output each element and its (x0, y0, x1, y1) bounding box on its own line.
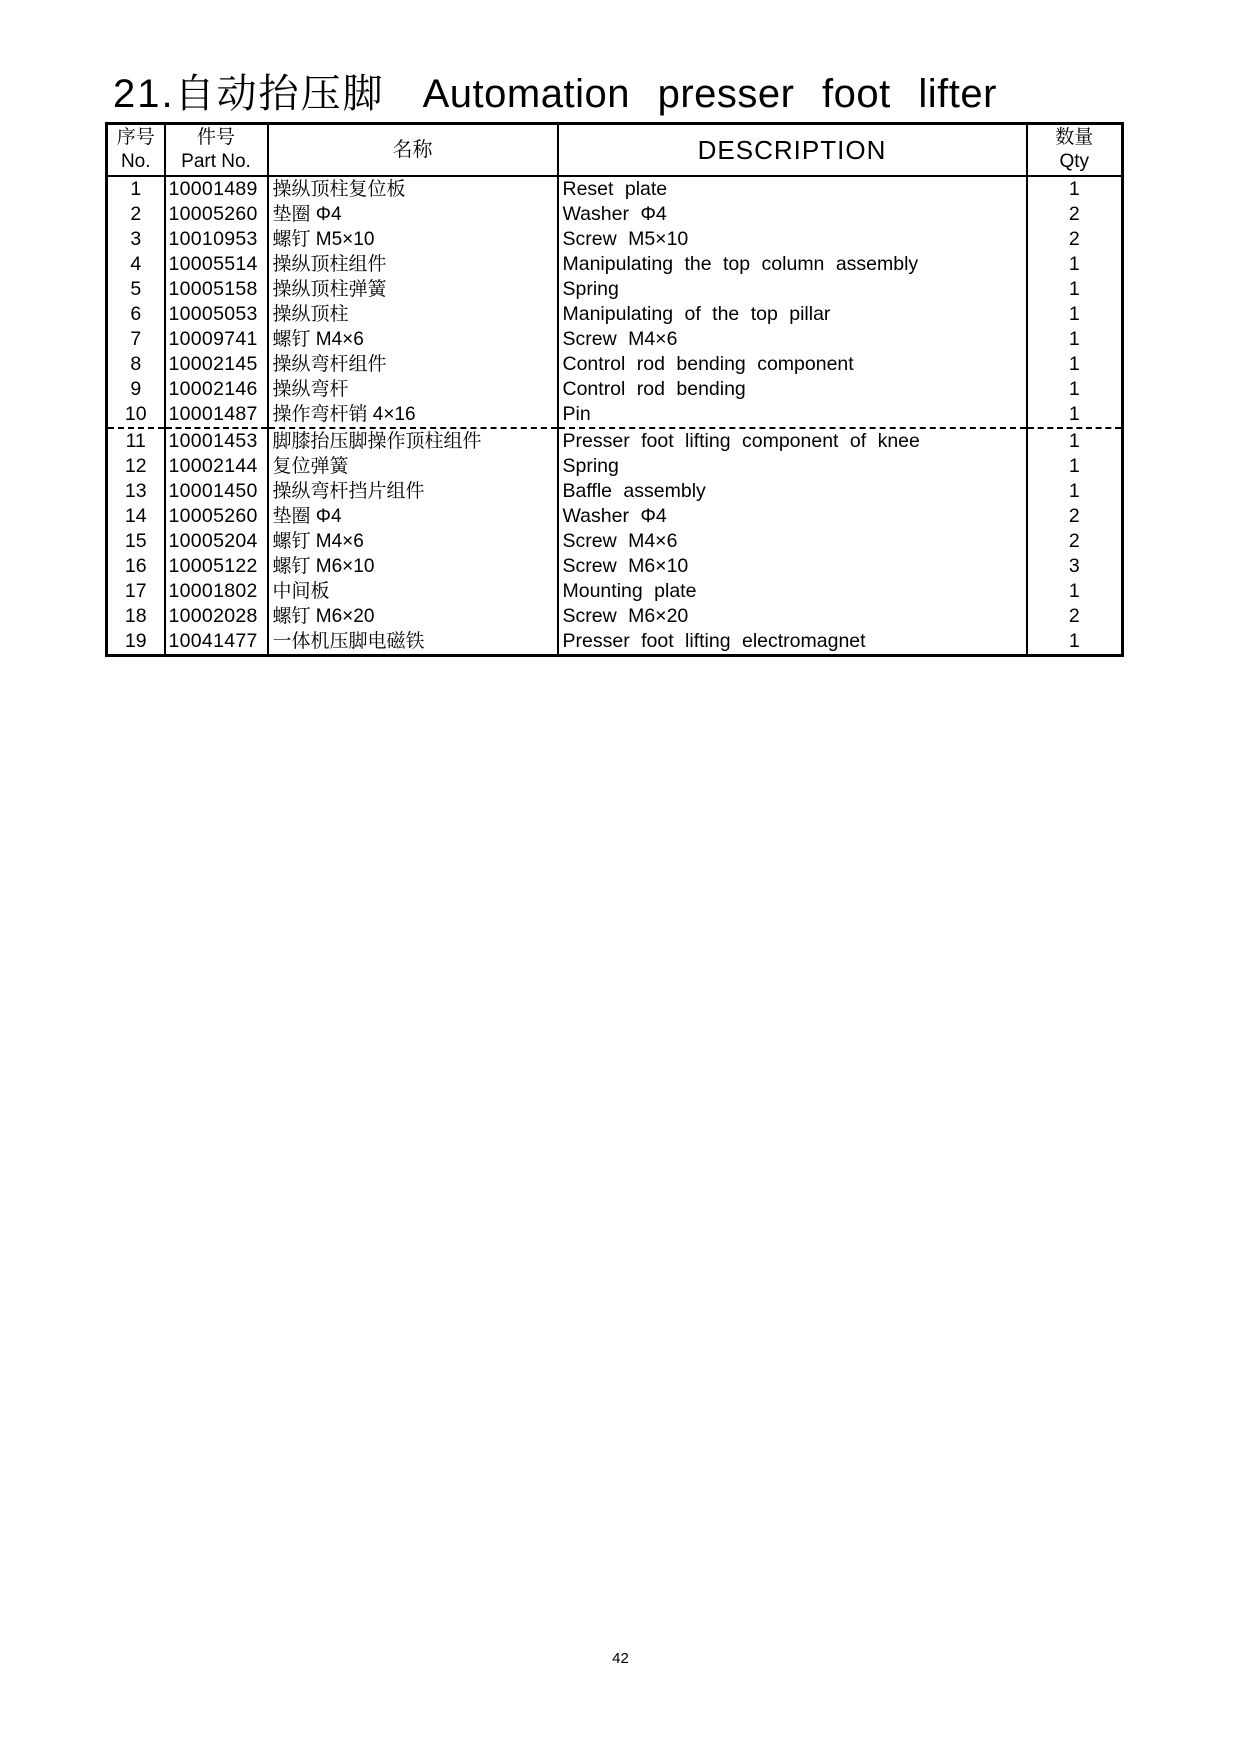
cell-qty: 1 (1027, 327, 1123, 352)
parts-table (105, 122, 1124, 657)
cell-no: 6 (130, 303, 142, 325)
cell-qty: 2 (1027, 604, 1123, 629)
cell-name: 操纵顶柱复位板 (268, 176, 558, 202)
cell-name: 垫圈 Φ4 (268, 202, 558, 227)
cell-no: 15 (124, 530, 147, 552)
cell-qty: 1 (1027, 428, 1123, 454)
cell-name: 操纵顶柱弹簧 (268, 277, 558, 302)
cell-description: Presser foot lifting component of knee (558, 428, 1027, 454)
cell-qty: 1 (1027, 176, 1123, 202)
column-header-part-no (165, 124, 268, 177)
column-header-qty-en: Qty (1059, 151, 1090, 172)
cell-part-no: 10002146 (165, 377, 268, 402)
cell-qty: 1 (1027, 629, 1123, 656)
cell-no: 16 (124, 555, 147, 577)
page-number: 42 (612, 1650, 629, 1667)
cell-part-no: 10005260 (165, 504, 268, 529)
cell-no: 7 (130, 328, 142, 350)
cell-qty: 1 (1027, 402, 1123, 428)
cell-qty: 1 (1027, 377, 1123, 402)
cell-description: Screw M6×20 (558, 604, 1027, 629)
cell-part-no: 10005204 (165, 529, 268, 554)
cell-part-no: 10002028 (165, 604, 268, 629)
cell-no: 1 (130, 178, 142, 200)
cell-description: Screw M6×10 (558, 554, 1027, 579)
table-row (107, 579, 1123, 604)
cell-description: Pin (558, 402, 1027, 428)
cell-qty: 1 (1027, 252, 1123, 277)
table-row (107, 252, 1123, 277)
cell-part-no: 10041477 (165, 629, 268, 656)
cell-description: Baffle assembly (558, 479, 1027, 504)
cell-description: Washer Φ4 (558, 202, 1027, 227)
table-row (107, 377, 1123, 402)
cell-no: 13 (124, 480, 147, 502)
cell-part-no: 10001802 (165, 579, 268, 604)
column-header-part-en: Part No. (181, 151, 251, 172)
cell-no: 10 (107, 402, 165, 428)
table-row (107, 529, 1123, 554)
table-row (107, 604, 1123, 629)
column-header-name: 名称 (268, 124, 558, 177)
cell-no: 17 (124, 580, 147, 602)
cell-part-no: 10002144 (165, 454, 268, 479)
table-row (107, 554, 1123, 579)
cell-part-no: 10001453 (165, 428, 268, 454)
parts-table-body (107, 176, 1123, 656)
cell-qty: 2 (1027, 227, 1123, 252)
table-row (107, 454, 1123, 479)
cell-name: 操纵顶柱组件 (268, 252, 558, 277)
cell-qty: 2 (1027, 202, 1123, 227)
cell-description: Screw M4×6 (558, 327, 1027, 352)
cell-name: 操纵顶柱 (268, 302, 558, 327)
cell-name: 螺钉 M6×20 (268, 604, 558, 629)
column-header-part-zh: 件号 (196, 127, 235, 148)
cell-name: 复位弹簧 (268, 454, 558, 479)
column-header-qty-zh: 数量 (1055, 127, 1094, 148)
cell-description: Screw M4×6 (558, 529, 1027, 554)
cell-qty: 1 (1027, 352, 1123, 377)
table-row (107, 176, 1123, 202)
column-header-qty (1027, 124, 1123, 177)
cell-name: 螺钉 M6×10 (268, 554, 558, 579)
cell-name: 操作弯杆销 4×16 (268, 402, 558, 428)
cell-description: Spring (558, 454, 1027, 479)
table-row (107, 479, 1123, 504)
cell-part-no: 10001489 (165, 176, 268, 202)
table-row (107, 202, 1123, 227)
cell-part-no: 10001450 (165, 479, 268, 504)
cell-qty: 1 (1027, 479, 1123, 504)
table-row (107, 352, 1123, 377)
page-title-chinese: 21.自动抬压脚 (113, 72, 385, 116)
cell-qty: 3 (1027, 554, 1123, 579)
cell-qty: 1 (1027, 277, 1123, 302)
cell-qty: 1 (1027, 454, 1123, 479)
cell-part-no: 10005122 (165, 554, 268, 579)
column-header-no-zh: 序号 (116, 127, 155, 148)
cell-part-no: 10005260 (165, 202, 268, 227)
cell-description: Spring (558, 277, 1027, 302)
cell-description: Control rod bending component (558, 352, 1027, 377)
table-row (107, 629, 1123, 656)
cell-no: 18 (124, 605, 147, 627)
table-row (107, 327, 1123, 352)
parts-table-header (107, 124, 1123, 177)
cell-description: Mounting plate (558, 579, 1027, 604)
cell-name: 螺钉 M5×10 (268, 227, 558, 252)
cell-part-no: 10010953 (165, 227, 268, 252)
cell-name: 操纵弯杆挡片组件 (268, 479, 558, 504)
cell-part-no: 10005053 (165, 302, 268, 327)
cell-part-no: 10002145 (165, 352, 268, 377)
column-header-no (107, 124, 165, 177)
cell-qty: 1 (1027, 302, 1123, 327)
table-row (107, 277, 1123, 302)
cell-no: 4 (130, 253, 142, 275)
cell-no: 8 (130, 353, 142, 375)
cell-description: Manipulating of the top pillar (558, 302, 1027, 327)
table-row (107, 227, 1123, 252)
cell-name: 操纵弯杆组件 (268, 352, 558, 377)
column-header-no-en: No. (120, 151, 151, 172)
table-row (107, 428, 1123, 454)
cell-description: Reset plate (558, 176, 1027, 202)
cell-no: 14 (124, 505, 147, 527)
cell-description: Presser foot lifting electromagnet (558, 629, 1027, 656)
cell-no: 9 (130, 378, 142, 400)
table-row (107, 302, 1123, 327)
page-title-english: Automation presser foot lifter (422, 72, 997, 116)
cell-name: 螺钉 M4×6 (268, 529, 558, 554)
column-header-description: DESCRIPTION (558, 124, 1027, 177)
cell-no: 3 (130, 228, 142, 250)
cell-no: 12 (124, 455, 147, 477)
cell-description: Manipulating the top column assembly (558, 252, 1027, 277)
cell-name: 脚膝抬压脚操作顶柱组件 (268, 428, 558, 454)
cell-no: 19 (124, 630, 147, 652)
cell-part-no: 10005514 (165, 252, 268, 277)
cell-description: Control rod bending (558, 377, 1027, 402)
cell-name: 一体机压脚电磁铁 (268, 629, 558, 656)
page-title (113, 62, 997, 119)
cell-no: 11 (125, 430, 146, 452)
cell-name: 中间板 (268, 579, 558, 604)
cell-description: Washer Φ4 (558, 504, 1027, 529)
cell-no: 2 (130, 203, 142, 225)
cell-qty: 1 (1027, 579, 1123, 604)
cell-name: 垫圈 Φ4 (268, 504, 558, 529)
cell-no: 5 (130, 278, 142, 300)
table-row (107, 504, 1123, 529)
cell-qty: 2 (1027, 529, 1123, 554)
cell-description: Screw M5×10 (558, 227, 1027, 252)
cell-name: 螺钉 M4×6 (268, 327, 558, 352)
cell-part-no: 10009741 (165, 327, 268, 352)
cell-part-no: 10005158 (165, 277, 268, 302)
cell-part-no: 10001487 (165, 402, 268, 428)
table-row (107, 402, 1123, 428)
cell-name: 操纵弯杆 (268, 377, 558, 402)
cell-qty: 2 (1027, 504, 1123, 529)
